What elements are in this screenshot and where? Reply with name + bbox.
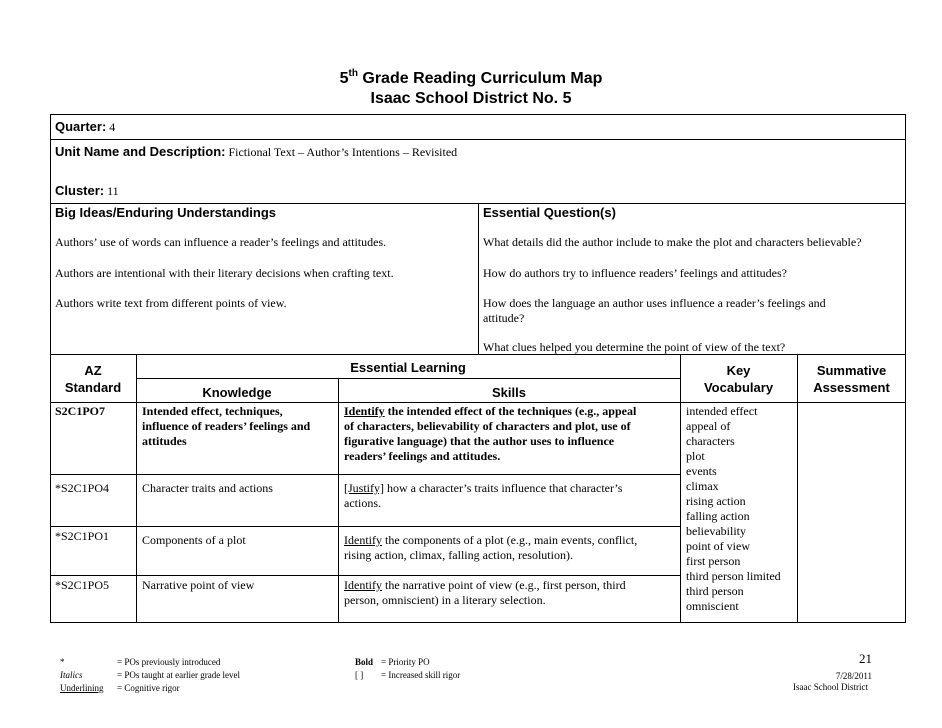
- divider-row-1: [50, 474, 680, 475]
- legend-desc: = POs taught at earlier grade level: [117, 670, 241, 680]
- essential-question-item: What clues helped you determine the point of view of the text?: [483, 340, 786, 354]
- quarter-value: 4: [109, 120, 116, 134]
- vocab-item: first person: [686, 554, 741, 568]
- legend-symbol: *: [60, 657, 65, 667]
- header-assessment: Assessment: [813, 380, 890, 395]
- footer-date: 7/28/2011: [835, 671, 872, 681]
- divider-knowledge-skills-head: [136, 378, 680, 379]
- unit-value: Fictional Text – Author’s Intentions – Revisited: [228, 145, 458, 159]
- divider-row-2: [50, 526, 680, 527]
- header-knowledge: Knowledge: [202, 385, 272, 400]
- big-idea-item: Authors write text from different points of view.: [55, 296, 287, 310]
- knowledge-cell: Intended effect, techniques, influence of readers’ feelings and attitudes: [142, 404, 311, 448]
- header-az: AZ: [84, 363, 102, 378]
- footer-district: Isaac School District: [793, 682, 868, 692]
- essential-question-item: What details did the author include to make the plot and characters believable?: [483, 235, 862, 249]
- divider-row-3: [50, 575, 680, 576]
- divider-bigideas-questions: [478, 203, 479, 354]
- vocab-item: third person limited: [686, 569, 781, 583]
- vocab-item: believability: [686, 524, 746, 538]
- divider-col-knowledge: [338, 378, 339, 623]
- divider-quarter: [50, 139, 906, 140]
- district-title: Isaac School District No. 5: [370, 90, 572, 107]
- legend-symbol: Italics: [60, 670, 83, 680]
- vocab-item: rising action: [686, 494, 746, 508]
- vocab-item: third person: [686, 584, 744, 598]
- knowledge-cell: Narrative point of view: [142, 578, 255, 592]
- skill-verb: Identify: [344, 578, 382, 592]
- page-number: 21: [859, 651, 872, 666]
- skill-verb: Identify: [344, 404, 385, 418]
- legend-symbol: Underlining: [60, 683, 104, 693]
- legend-desc: = Increased skill rigor: [381, 670, 461, 680]
- big-idea-item: Authors are intentional with their literary decisions when crafting text.: [55, 266, 394, 280]
- vocab-item: characters: [686, 434, 735, 448]
- skill-cell: Identify the components of a plot (e.g., main events, conflict, rising action, climax, falling action, resolution).: [344, 533, 638, 562]
- skill-cell: Identify the narrative point of view (e.g., first person, third person, omniscient) in a literary selection.: [344, 578, 626, 607]
- header-vocabulary: Vocabulary: [703, 380, 774, 395]
- legend-desc: = Cognitive rigor: [117, 683, 180, 693]
- standard-cell: *S2C1PO1: [55, 529, 110, 543]
- header-summative: Summative: [816, 363, 887, 378]
- header-standard: Standard: [64, 380, 122, 395]
- standard-cell: *S2C1PO4: [55, 481, 110, 495]
- header-key: Key: [726, 363, 751, 378]
- essential-question-item: How do authors try to influence readers’ feelings and attitudes?: [483, 266, 788, 280]
- essential-questions-heading: Essential Question(s): [483, 205, 616, 220]
- cluster-label: Cluster:: [55, 183, 105, 198]
- quarter-label: Quarter:: [55, 119, 107, 134]
- cluster-value: 11: [107, 184, 119, 198]
- skill-cell: [Justify] how a character’s traits influence that character’s actions.: [344, 481, 623, 510]
- standard-cell: S2C1PO7: [55, 404, 106, 418]
- essential-question-item: How does the language an author uses influence a reader’s feelings and: [483, 296, 826, 310]
- big-ideas-heading: Big Ideas/Enduring Understandings: [55, 205, 277, 220]
- unit-row: [55, 144, 457, 160]
- knowledge-cell: Components of a plot: [142, 533, 246, 547]
- vocab-item: falling action: [686, 509, 750, 523]
- standard-cell: *S2C1PO5: [55, 578, 110, 592]
- unit-label: Unit Name and Description:: [55, 144, 226, 159]
- vocab-item: appeal of: [686, 419, 731, 433]
- vocab-item: events: [686, 464, 717, 478]
- quarter-row: [55, 119, 115, 135]
- legend-desc: = POs previously introduced: [117, 657, 221, 667]
- essential-question-item: attitude?: [483, 311, 525, 325]
- header-skills: Skills: [492, 385, 526, 400]
- cluster-row: [55, 183, 119, 199]
- big-idea-item: Authors’ use of words can influence a reader’s feelings and attitudes.: [55, 235, 387, 249]
- divider-table-head: [50, 402, 906, 403]
- page-title: 5th Grade Reading Curriculum Map: [339, 68, 603, 87]
- skill-verb: [Justify]: [344, 481, 384, 495]
- skill-cell: Identify the intended effect of the techniques (e.g., appeal of characters, believability of characters and plot, use of figurative language) that the author uses to influence readers’ feelings and attitudes.: [344, 404, 637, 463]
- vocab-item: climax: [686, 479, 719, 493]
- legend-symbol: [ ]: [355, 670, 364, 680]
- vocab-item: intended effect: [686, 404, 758, 418]
- vocab-item: plot: [686, 449, 705, 463]
- header-essential-learning: Essential Learning: [350, 360, 466, 375]
- vocab-item: point of view: [686, 539, 750, 553]
- legend-symbol: Bold: [355, 657, 374, 667]
- vocabulary-list: [686, 404, 781, 614]
- legend-desc: = Priority PO: [381, 657, 430, 667]
- knowledge-cell: Character traits and actions: [142, 481, 273, 495]
- vocab-item: omniscient: [686, 599, 739, 613]
- skill-verb: Identify: [344, 533, 382, 547]
